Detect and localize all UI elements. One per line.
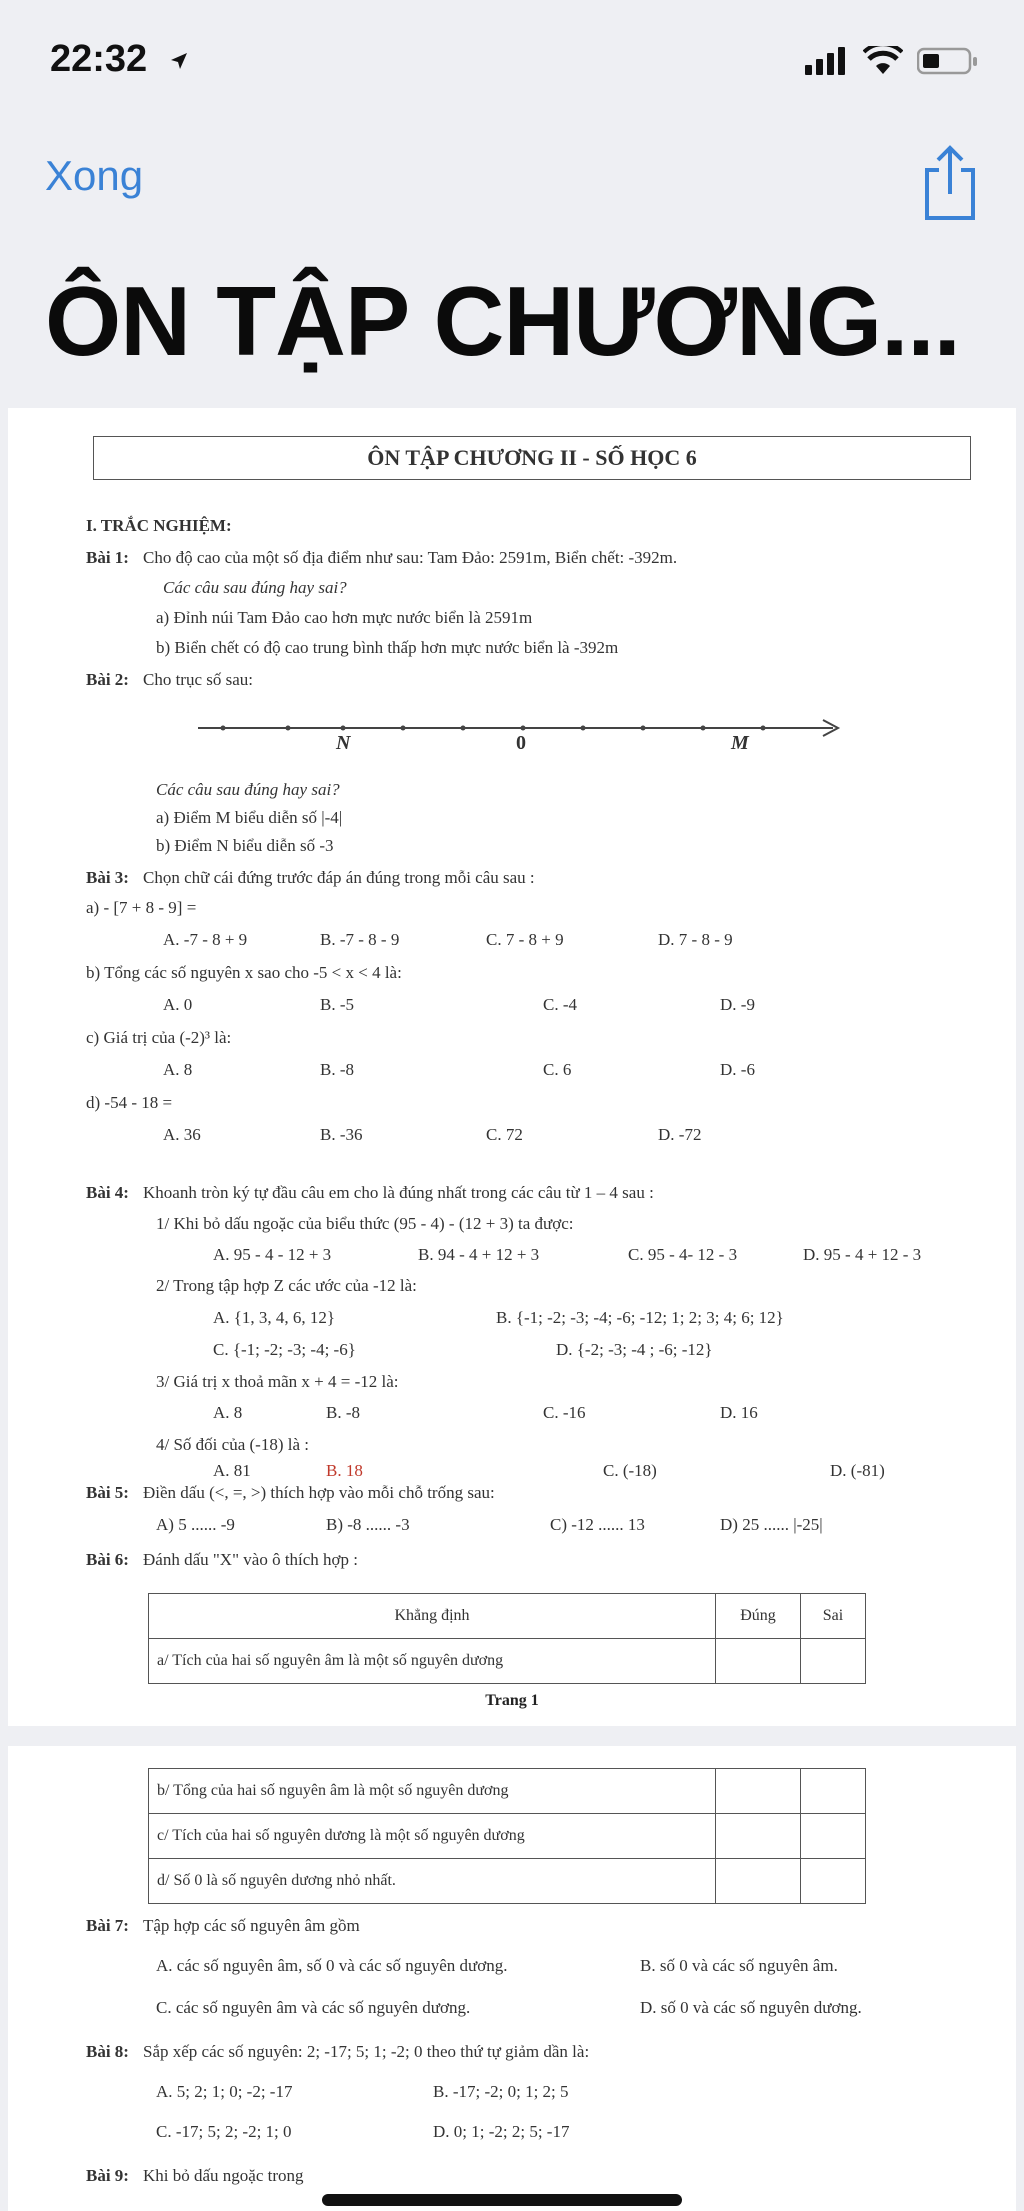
b7-label: Bài 7: [86, 1916, 129, 1935]
b4-4-opt-b: B. 18 [326, 1461, 363, 1480]
b4-3-opt-b: B. -8 [326, 1403, 360, 1422]
axis-label-m: M [731, 732, 749, 754]
table-header-false: Sai [801, 1594, 866, 1639]
table-header-statement: Khẳng định [149, 1594, 716, 1639]
b4-3-opt-a: A. 8 [213, 1403, 243, 1422]
status-icons [805, 46, 979, 76]
b4-2-opt-c: C. {-1; -2; -3; -4; -6} [213, 1340, 356, 1359]
b7-opt-a: A. các số nguyên âm, số 0 và các số nguyên dương. [156, 1956, 508, 1975]
b7-opt-d: D. số 0 và các số nguyên dương. [640, 1998, 862, 2017]
document-title: ÔN TẬP CHƯƠNG... [45, 266, 960, 376]
table-header-true: Đúng [716, 1594, 801, 1639]
clock: 22:32 [50, 38, 148, 80]
b8-opt-a: A. 5; 2; 1; 0; -2; -17 [156, 2082, 293, 2101]
table-cell-false[interactable] [801, 1859, 866, 1904]
home-indicator[interactable] [322, 2194, 682, 2206]
b3-a-opt-c: C. 7 - 8 + 9 [486, 930, 564, 949]
true-false-table [148, 1593, 866, 1684]
b3-c-opt-b: B. -8 [320, 1060, 354, 1079]
b3-c-opt-d: D. -6 [720, 1060, 755, 1079]
b4-4-opt-a: A. 81 [213, 1461, 251, 1480]
b4-1-opt-d: D. 95 - 4 + 12 - 3 [803, 1245, 922, 1264]
location-arrow-icon [168, 50, 190, 72]
b4-1-opt-b: B. 94 - 4 + 12 + 3 [418, 1245, 540, 1264]
page-number: Trang 1 [485, 1692, 539, 1709]
table-cell-true[interactable] [716, 1639, 801, 1684]
b5-opt-d: D) 25 ...... |-25| [720, 1515, 823, 1534]
table-row [149, 1769, 866, 1814]
b3-b-opt-c: C. -4 [543, 995, 577, 1014]
b4-2-opt-b: B. {-1; -2; -3; -4; -6; -12; 1; 2; 3; 4; 6; 12} [496, 1308, 784, 1327]
battery-icon [917, 46, 979, 76]
table-cell-false[interactable] [801, 1639, 866, 1684]
b1-question: Các câu sau đúng hay sai? [163, 578, 347, 597]
b3-b-opt-b: B. -5 [320, 995, 354, 1014]
b8-text: Sắp xếp các số nguyên: 2; -17; 5; 1; -2; 0 theo thứ tự giảm dần là: [143, 2042, 590, 2061]
b4-text: Khoanh tròn ký tự đầu câu em cho là đúng nhất trong các câu từ 1 – 4 sau : [143, 1183, 654, 1202]
table-row [149, 1859, 866, 1904]
b4-1-opt-c: C. 95 - 4- 12 - 3 [628, 1245, 738, 1264]
b3-b-opt-a: A. 0 [163, 995, 193, 1014]
table-row [149, 1814, 866, 1859]
b3-a-opt-a: A. -7 - 8 + 9 [163, 930, 248, 949]
b3-text: Chọn chữ cái đứng trước đáp án đúng trong mỗi câu sau : [143, 868, 535, 887]
b5-label: Bài 5: [86, 1483, 129, 1502]
b7-opt-c: C. các số nguyên âm và các số nguyên dương. [156, 1998, 471, 2017]
b7-text: Tập hợp các số nguyên âm gồm [143, 1916, 360, 1935]
b3-a-opt-b: B. -7 - 8 - 9 [320, 930, 400, 949]
b9-label: Bài 9: [86, 2166, 129, 2185]
b2-question: Các câu sau đúng hay sai? [156, 780, 340, 799]
b4-2-opt-a: A. {1, 3, 4, 6, 12} [213, 1308, 336, 1327]
axis-label-n: N [336, 732, 351, 754]
b8-opt-b: B. -17; -2; 0; 1; 2; 5 [433, 2082, 569, 2101]
table-cell-statement: b/ Tổng của hai số nguyên âm là một số nguyên dương [149, 1769, 716, 1814]
table-cell-true[interactable] [716, 1769, 801, 1814]
b1-label: Bài 1: [86, 548, 129, 567]
table-cell-statement: d/ Số 0 là số nguyên dương nhỏ nhất. [149, 1859, 716, 1904]
status-bar [0, 0, 1024, 120]
b4-4-opt-c: C. (-18) [603, 1461, 657, 1480]
table-cell-statement: c/ Tích của hai số nguyên dương là một số nguyên dương [149, 1814, 716, 1859]
b6-text: Đánh dấu "X" vào ô thích hợp : [143, 1550, 359, 1569]
b4-3-opt-c: C. -16 [543, 1403, 586, 1422]
b2-b: b) Điểm N biểu diễn số -3 [156, 836, 334, 855]
b9-text: Khi bỏ dấu ngoặc trong [143, 2166, 304, 2185]
navigation-bar [0, 130, 1024, 240]
table-cell-false[interactable] [801, 1814, 866, 1859]
signal-icon [805, 47, 849, 75]
b3-a: a) - [7 + 8 - 9] = [86, 898, 197, 917]
b3-b-opt-d: D. -9 [720, 995, 755, 1014]
b3-c: c) Giá trị của (-2)³ là: [86, 1028, 232, 1047]
b3-c-opt-c: C. 6 [543, 1060, 572, 1079]
b4-1-opt-a: A. 95 - 4 - 12 + 3 [213, 1245, 332, 1264]
b2-a: a) Điểm M biểu diễn số |-4| [156, 808, 343, 827]
b2-label: Bài 2: [86, 670, 129, 689]
b3-b: b) Tổng các số nguyên x sao cho -5 < x < 4 là: [86, 963, 402, 982]
b3-label: Bài 3: [86, 868, 129, 887]
b7-opt-b: B. số 0 và các số nguyên âm. [640, 1956, 838, 1975]
table-header-row [149, 1594, 866, 1639]
doc-header: ÔN TẬP CHƯƠNG II - SỐ HỌC 6 [93, 436, 971, 480]
b5-opt-b: B) -8 ...... -3 [326, 1515, 410, 1534]
b3-d: d) -54 - 18 = [86, 1093, 173, 1112]
b2-text: Cho trục số sau: [143, 670, 254, 689]
b4-label: Bài 4: [86, 1183, 129, 1202]
section-heading: I. TRẮC NGHIỆM: [86, 516, 232, 535]
b4-2: 2/ Trong tập hợp Z các ước của -12 là: [156, 1276, 417, 1295]
b1-b: b) Biển chết có độ cao trung bình thấp hơn mực nước biển là -392m [156, 638, 619, 657]
b3-d-opt-a: A. 36 [163, 1125, 201, 1144]
table-row [149, 1639, 866, 1684]
table-cell-statement: a/ Tích của hai số nguyên âm là một số nguyên dương [149, 1639, 716, 1684]
b4-3: 3/ Giá trị x thoả mãn x + 4 = -12 là: [156, 1372, 399, 1391]
b8-opt-d: D. 0; 1; -2; 2; 5; -17 [433, 2122, 570, 2141]
wifi-icon [863, 46, 903, 76]
b1-text: Cho độ cao của một số địa điểm như sau: Tam Đảo: 2591m, Biển chết: -392m. [143, 548, 678, 567]
b8-label: Bài 8: [86, 2042, 129, 2061]
b3-d-opt-d: D. -72 [658, 1125, 702, 1144]
b4-4-opt-d: D. (-81) [830, 1461, 885, 1480]
share-icon[interactable] [921, 142, 979, 222]
document-page-1 [8, 408, 1016, 1726]
b3-d-opt-c: C. 72 [486, 1125, 523, 1144]
b3-d-opt-b: B. -36 [320, 1125, 363, 1144]
axis-label-zero: 0 [516, 732, 526, 754]
done-button[interactable]: Xong [45, 152, 144, 199]
table-cell-true[interactable] [716, 1859, 801, 1904]
b4-2-opt-d: D. {-2; -3; -4 ; -6; -12} [556, 1340, 713, 1359]
table-cell-true[interactable] [716, 1814, 801, 1859]
b4-1: 1/ Khi bỏ dấu ngoặc của biểu thức (95 - 4) - (12 + 3) ta được: [156, 1214, 574, 1233]
b6-label: Bài 6: [86, 1550, 129, 1569]
b3-a-opt-d: D. 7 - 8 - 9 [658, 930, 733, 949]
b5-text: Điền dấu (<, =, >) thích hợp vào mỗi chỗ trống sau: [143, 1483, 495, 1502]
b5-opt-a: A) 5 ...... -9 [156, 1515, 235, 1534]
table-cell-false[interactable] [801, 1769, 866, 1814]
b4-4: 4/ Số đối của (-18) là : [156, 1435, 309, 1454]
b8-opt-c: C. -17; 5; 2; -2; 1; 0 [156, 2122, 292, 2141]
b5-opt-c: C) -12 ...... 13 [550, 1515, 645, 1534]
b4-3-opt-d: D. 16 [720, 1403, 758, 1422]
b3-c-opt-a: A. 8 [163, 1060, 193, 1079]
document-page-2 [8, 1746, 1016, 2211]
b1-a: a) Đỉnh núi Tam Đảo cao hơn mực nước biển là 2591m [156, 608, 533, 627]
true-false-table-continued [148, 1768, 866, 1904]
